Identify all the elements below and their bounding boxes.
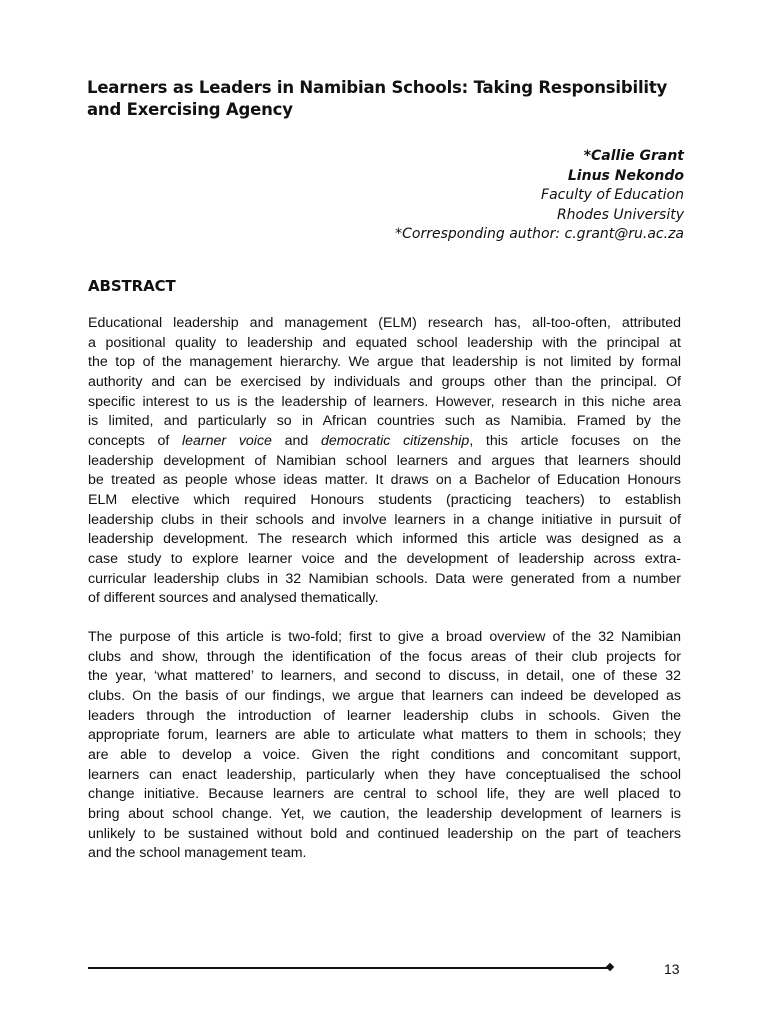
abstract-paragraph-1 <box>88 314 681 609</box>
paragraph-line: learners can enact leadership, particularly when they have conceptualised the school <box>88 766 681 783</box>
paragraph-line: leaders through the introduction of learner leadership clubs in schools. Given the <box>88 707 681 724</box>
author-block <box>264 147 684 245</box>
paragraph-line: concepts of learner voice and democratic citizenship, this article focuses on the <box>88 432 681 449</box>
footer-rule <box>88 967 611 969</box>
paragraph-line: leadership clubs in their schools and involve learners in a change initiative in pursuit of <box>88 511 681 528</box>
diamond-icon <box>606 963 614 971</box>
paragraph-line: appropriate forum, learners are able to articulate what matters to them in schools; they <box>88 727 681 744</box>
paragraph-line: change initiative. Because learners are central to school life, they are well placed to <box>88 786 681 803</box>
paragraph-line: leadership development. The research which informed this article was designed as a <box>88 531 681 548</box>
author-name: Linus Nekondo <box>567 167 684 184</box>
paragraph-line: the year, ‘what mattered’ to learners, and second to discuss, in detail, one of these 32 <box>88 668 681 685</box>
paragraph-line: bring about school change. Yet, we caution, the leadership development of learners is <box>88 805 681 822</box>
article-title <box>87 77 687 121</box>
author-university: Rhodes University <box>556 206 684 223</box>
paragraph-line: be treated as people whose ideas matter. It draws on a Bachelor of Education Honours <box>88 472 681 489</box>
paragraph-line: the top of the management hierarchy. We argue that leadership is not limited by formal <box>88 354 681 371</box>
paragraph-line: specific interest to us is the leadership of learners. However, research in this niche area <box>88 393 681 410</box>
title-line: and Exercising Agency <box>87 100 293 119</box>
author-name: *Callie Grant <box>583 148 684 164</box>
abstract-paragraph-2 <box>88 628 681 864</box>
emphasis-democratic-citizenship: democratic citizenship <box>321 432 470 449</box>
corresponding-author: *Corresponding author: c.grant@ru.ac.za <box>395 226 684 242</box>
paragraph-line: The purpose of this article is two-fold; first to give a broad overview of the 32 Namibian <box>88 629 681 645</box>
paragraph-line: clubs and show, through the identification of the focus areas of their club projects for <box>88 648 681 665</box>
paragraph-line: curricular leadership clubs in 32 Namibian schools. Data were generated from a number <box>88 570 681 587</box>
paragraph-line: ELM elective which required Honours students (practicing teachers) to establish <box>88 491 681 508</box>
paragraph-line: is limited, and particularly so in African countries such as Namibia. Framed by the <box>88 413 681 430</box>
paragraph-line: clubs. On the basis of our findings, we argue that learners can indeed be developed as <box>88 687 681 704</box>
paragraph-line: authority and can be exercised by individuals and groups other than the principal. Of <box>88 373 681 390</box>
paragraph-line: a positional quality to leadership and equated school leadership with the principal at <box>88 334 681 351</box>
emphasis-learner-voice: learner voice <box>181 432 272 449</box>
paragraph-line: case study to explore learner voice and the development of leadership across extra- <box>88 550 681 567</box>
paragraph-line: of different sources and analysed thematically. <box>88 590 379 607</box>
paragraph-line: unlikely to be sustained without bold and continued leadership on the part of teachers <box>88 825 681 842</box>
paragraph-line: Educational leadership and management (ELM) research has, all-too-often, attributed <box>88 315 681 331</box>
page-number: 13 <box>664 961 680 977</box>
author-faculty: Faculty of Education <box>541 187 684 203</box>
title-line: Learners as Leaders in Namibian Schools: Taking Responsibility <box>87 78 668 97</box>
paragraph-line: leadership development of Namibian school learners and argues that learners should <box>88 452 681 469</box>
paragraph-line: are able to develop a voice. Given the right conditions and concomitant support, <box>88 746 681 763</box>
abstract-heading: ABSTRACT <box>88 277 176 295</box>
paragraph-line: and the school management team. <box>88 845 307 862</box>
